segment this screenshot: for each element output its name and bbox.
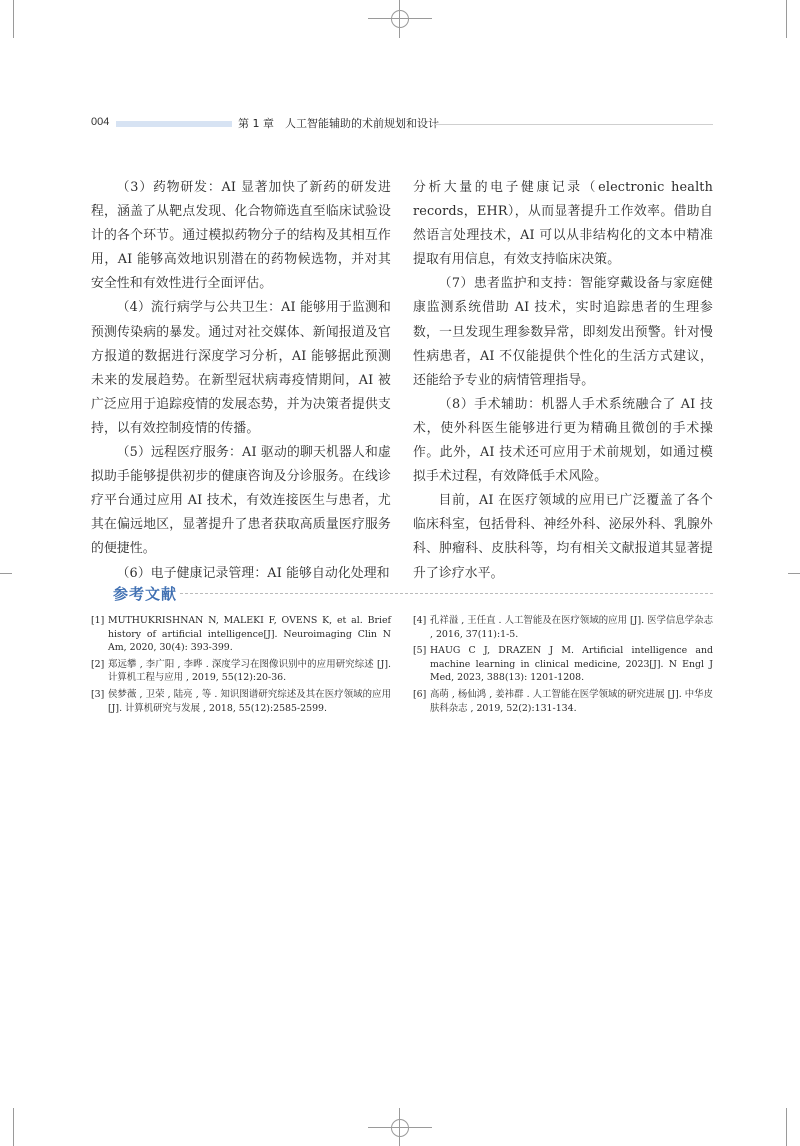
- reference-number: [4]: [413, 615, 427, 626]
- reference-number: [6]: [413, 688, 427, 700]
- references-list-left: [91, 614, 391, 718]
- reference-text: MUTHUKRISHNAN N, MALEKI F, OVENS K, et al. Brief history of artificial intelligence[J]. Neuroimaging Clin N Am, 2020, 30(4): 393-399.: [108, 615, 391, 654]
- reference-text: 高萌 , 杨仙鸿 , 姜祎群 . 人工智能在医学领域的研究进展 [J]. 中华皮肤科杂志 , 2019, 52(2):131-134.: [430, 688, 713, 714]
- reference-number: [3]: [91, 688, 105, 700]
- reference-item: [413, 644, 713, 685]
- paragraph-surgical-assistance: （8）手术辅助：机器人手术系统融合了 AI 技术，使外科医生能够进行更为精确且微创的手术操作。此外，AI 技术还可应用于术前规划，如通过模拟手术过程，有效降低手术风险。: [413, 396, 713, 485]
- chapter-title: 第 1 章 人工智能辅助的术前规划和设计: [238, 117, 439, 130]
- references-list-right: [413, 614, 713, 718]
- reference-text: 侯梦薇 , 卫荣 , 陆亮 , 等 . 知识图谱研究综述及其在医疗领域的应用 [J]. 计算机研究与发展 , 2018, 55(12):2585-2599.: [108, 688, 391, 714]
- reference-text: 郑远攀 , 李广阳 , 李晔 . 深度学习在图像识别中的应用研究综述 [J]. 计算机工程与应用 , 2019, 55(12):20-36.: [108, 658, 391, 684]
- reference-number: [2]: [91, 658, 105, 670]
- body-column-right: [413, 176, 713, 586]
- paragraph-summary: 目前，AI 在医疗领域的应用已广泛覆盖了各个临床科室，包括骨科、神经外科、泌尿外科、乳腺外科、肿瘤科、皮肤科等，均有相关文献报道其显著提升了诊疗水平。: [413, 493, 713, 581]
- paragraph-ehr-start: （6）电子健康记录管理：AI 能够自动化处理和: [116, 565, 390, 581]
- paragraph-drug-development: （3）药物研发：AI 显著加快了新药的研发进程，涵盖了从靶点发现、化合物筛选直至临床试验设计的各个环节。通过模拟药物分子的结构及其相互作用，AI 能够高效地识别潜在的药物候选物，并对其安全性和有效性进行全面评估。: [91, 180, 391, 292]
- crop-mark-top-left: [13, 0, 14, 38]
- crop-mark-bottom-left: [13, 1108, 14, 1146]
- header-decorative-bar: [116, 121, 232, 127]
- paragraph-ehr-continuation: 分析大量的电子健康记录（electronic health records，EHR），从而显著提升工作效率。借助自然语言处理技术，AI 可以从非结构化的文本中精准提取有用信息，有效支持临床决策。: [413, 180, 713, 268]
- reference-item: [91, 614, 391, 655]
- reference-number: [1]: [91, 615, 105, 626]
- crop-mark-left-middle: [0, 573, 12, 574]
- paragraph-telemedicine: （5）远程医疗服务：AI 驱动的聊天机器人和虚拟助手能够提供初步的健康咨询及分诊服务。在线诊疗平台通过应用 AI 技术，有效连接医生与患者，尤其在偏远地区，显著提升了患者获取高质量医疗服务的便捷性。: [91, 445, 391, 557]
- references-dashed-rule: [180, 593, 713, 594]
- reference-item: [413, 688, 713, 715]
- paragraph-patient-monitoring: （7）患者监护和支持：智能穿戴设备与家庭健康监测系统借助 AI 技术，实时追踪患者的生理参数，一旦发现生理参数异常，即刻发出预警。针对慢性病患者，AI 不仅能提供个性化的生活方式建议，还能给予专业的病情管理指导。: [413, 276, 713, 388]
- paragraph-epidemiology: （4）流行病学与公共卫生：AI 能够用于监测和预测传染病的暴发。通过对社交媒体、新闻报道及官方报道的数据进行深度学习分析，AI 能够据此预测未来的发展趋势。在新型冠状病毒疫情期间，AI 被广泛应用于追踪疫情的发展态势，并为决策者提供支持，以有效控制疫情的传播。: [91, 300, 391, 436]
- reference-item: [413, 614, 713, 641]
- crop-mark-bottom-right: [786, 1108, 787, 1146]
- references-heading: 参考文献: [113, 585, 178, 603]
- running-header: [91, 114, 713, 134]
- header-rule: [434, 124, 713, 125]
- reference-item: [91, 688, 391, 715]
- reference-text: HAUG C J, DRAZEN J M. Artificial intelligence and machine learning in clinical medicine, 2023[J]. N Engl J Med, 2023, 388(13): 1201-1208.: [430, 645, 713, 684]
- reference-number: [5]: [413, 645, 427, 657]
- registration-circle-bottom: [391, 1119, 409, 1137]
- registration-circle-top: [391, 10, 409, 28]
- reference-text: 孔祥溢 , 王任直 . 人工智能及在医疗领域的应用 [J]. 医学信息学杂志 , 2016, 37(11):1-5.: [430, 615, 713, 640]
- reference-item: [91, 658, 391, 685]
- crop-mark-right-middle: [788, 573, 800, 574]
- page-number: 004: [91, 116, 110, 128]
- crop-mark-top-right: [786, 0, 787, 38]
- body-column-left: [91, 176, 391, 586]
